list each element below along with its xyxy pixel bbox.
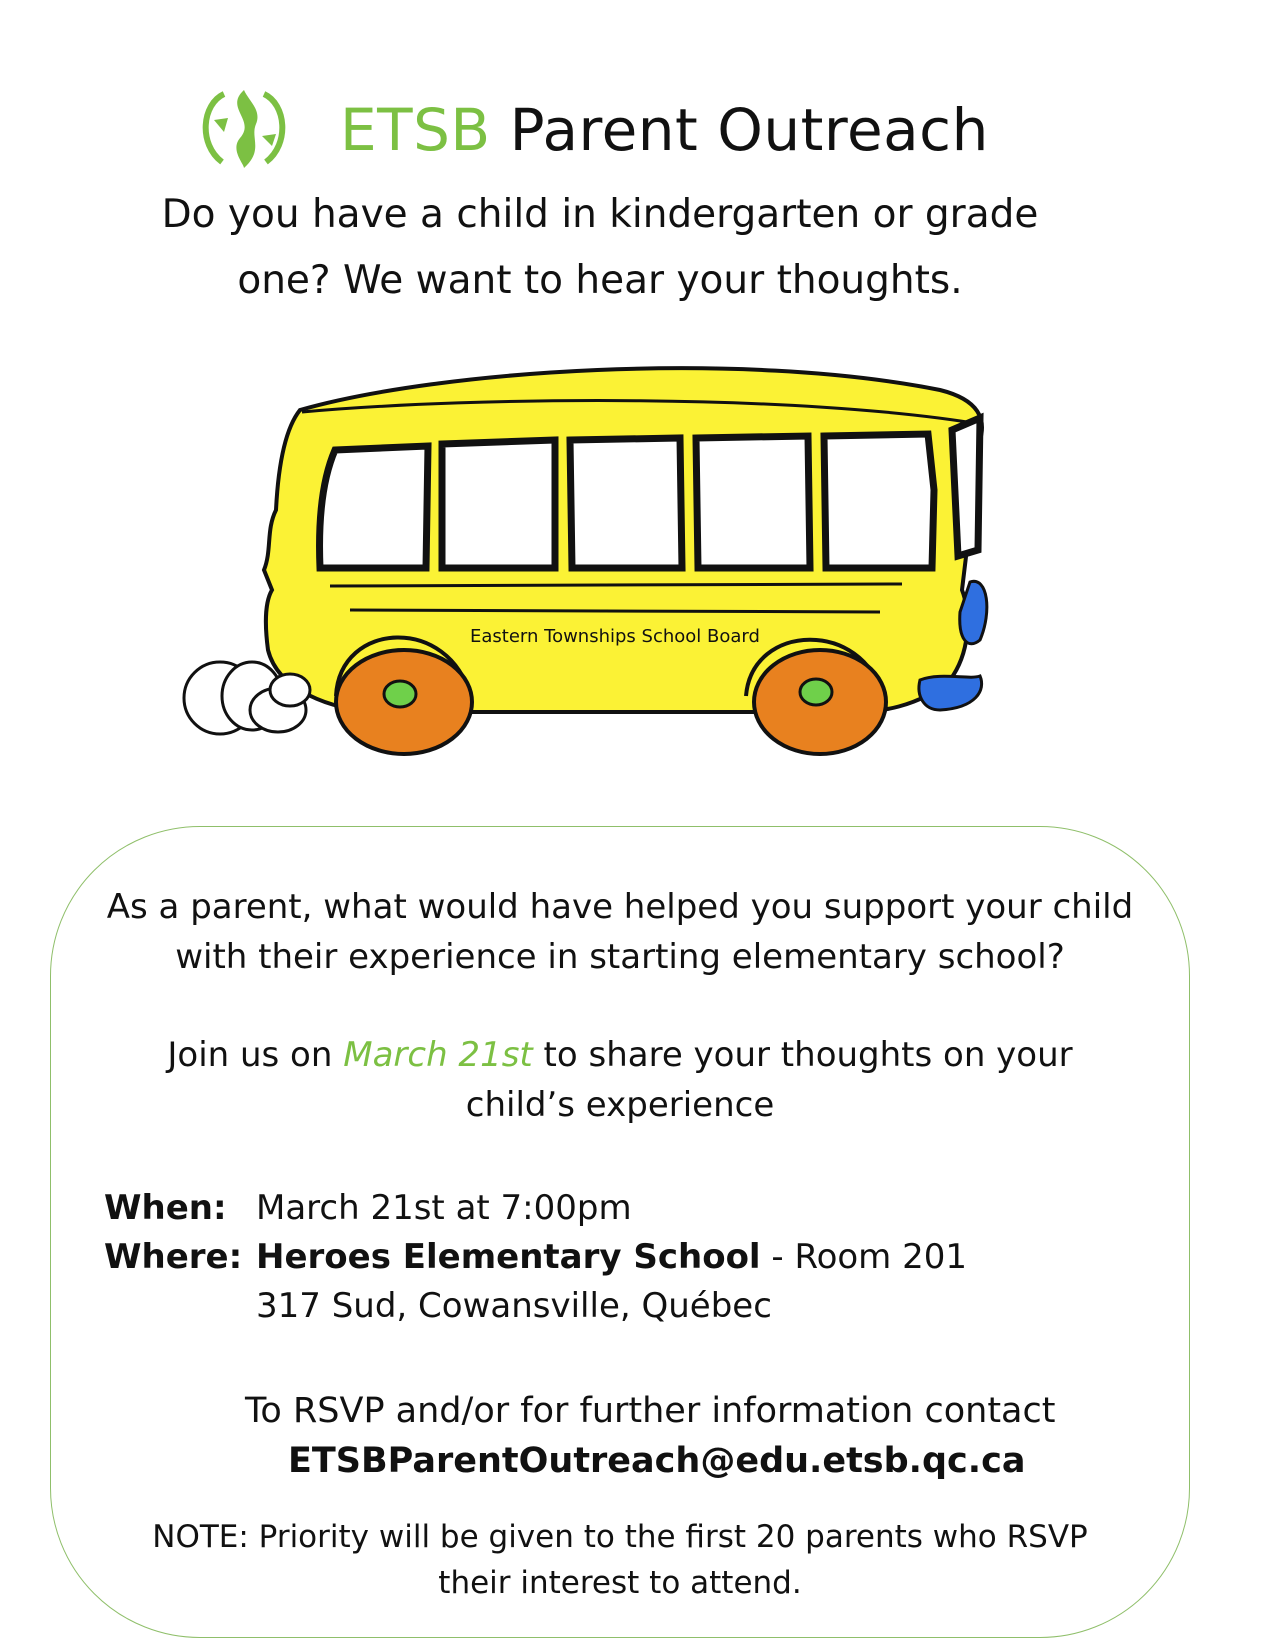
question-line-1: As a parent, what would have helped you support your child	[106, 887, 1134, 927]
where-label: Where:	[104, 1237, 243, 1277]
when-row	[104, 1184, 967, 1233]
subtitle-line-2: one? We want to hear your thoughts.	[237, 258, 963, 303]
join-invitation	[50, 1030, 1190, 1130]
rsvp-text: To RSVP and/or for further information contact	[245, 1391, 1056, 1431]
where-school: Heroes Elementary School	[256, 1237, 761, 1277]
school-bus-icon	[180, 350, 1050, 800]
question-line-2: with their experience in starting elementary school?	[175, 937, 1065, 977]
contact-email-link[interactable]: ETSBParentOutreach@edu.etsb.qc.ca	[288, 1441, 1026, 1481]
join-line-2: child’s experience	[465, 1085, 775, 1125]
when-value: March 21st at 7:00pm	[256, 1188, 632, 1228]
event-details	[104, 1184, 967, 1331]
page-title	[340, 94, 989, 166]
subtitle	[130, 182, 1070, 314]
bus-side-text: Eastern Townships School Board	[470, 626, 760, 647]
join-line-1	[50, 1030, 1190, 1080]
note-line-2: their interest to attend.	[438, 1565, 802, 1601]
title-text: Parent Outreach	[509, 96, 989, 164]
address-row	[104, 1282, 967, 1331]
where-room: - Room 201	[760, 1237, 968, 1277]
globe-leaf-logo-icon	[194, 84, 294, 172]
brand-name: ETSB	[340, 96, 491, 164]
join-before: Join us on	[167, 1035, 333, 1075]
event-date-highlight: March 21st	[343, 1035, 533, 1075]
join-after: to share your thoughts on your	[532, 1035, 1073, 1075]
when-label: When:	[104, 1188, 227, 1228]
subtitle-line-1: Do you have a child in kindergarten or grade	[161, 192, 1039, 237]
where-row	[104, 1233, 967, 1282]
where-address: 317 Sud, Cowansville, Québec	[256, 1286, 772, 1326]
priority-note	[50, 1514, 1190, 1606]
question-text	[50, 882, 1190, 982]
note-line-1: NOTE: Priority will be given to the first 20 parents who RSVP	[152, 1519, 1088, 1555]
